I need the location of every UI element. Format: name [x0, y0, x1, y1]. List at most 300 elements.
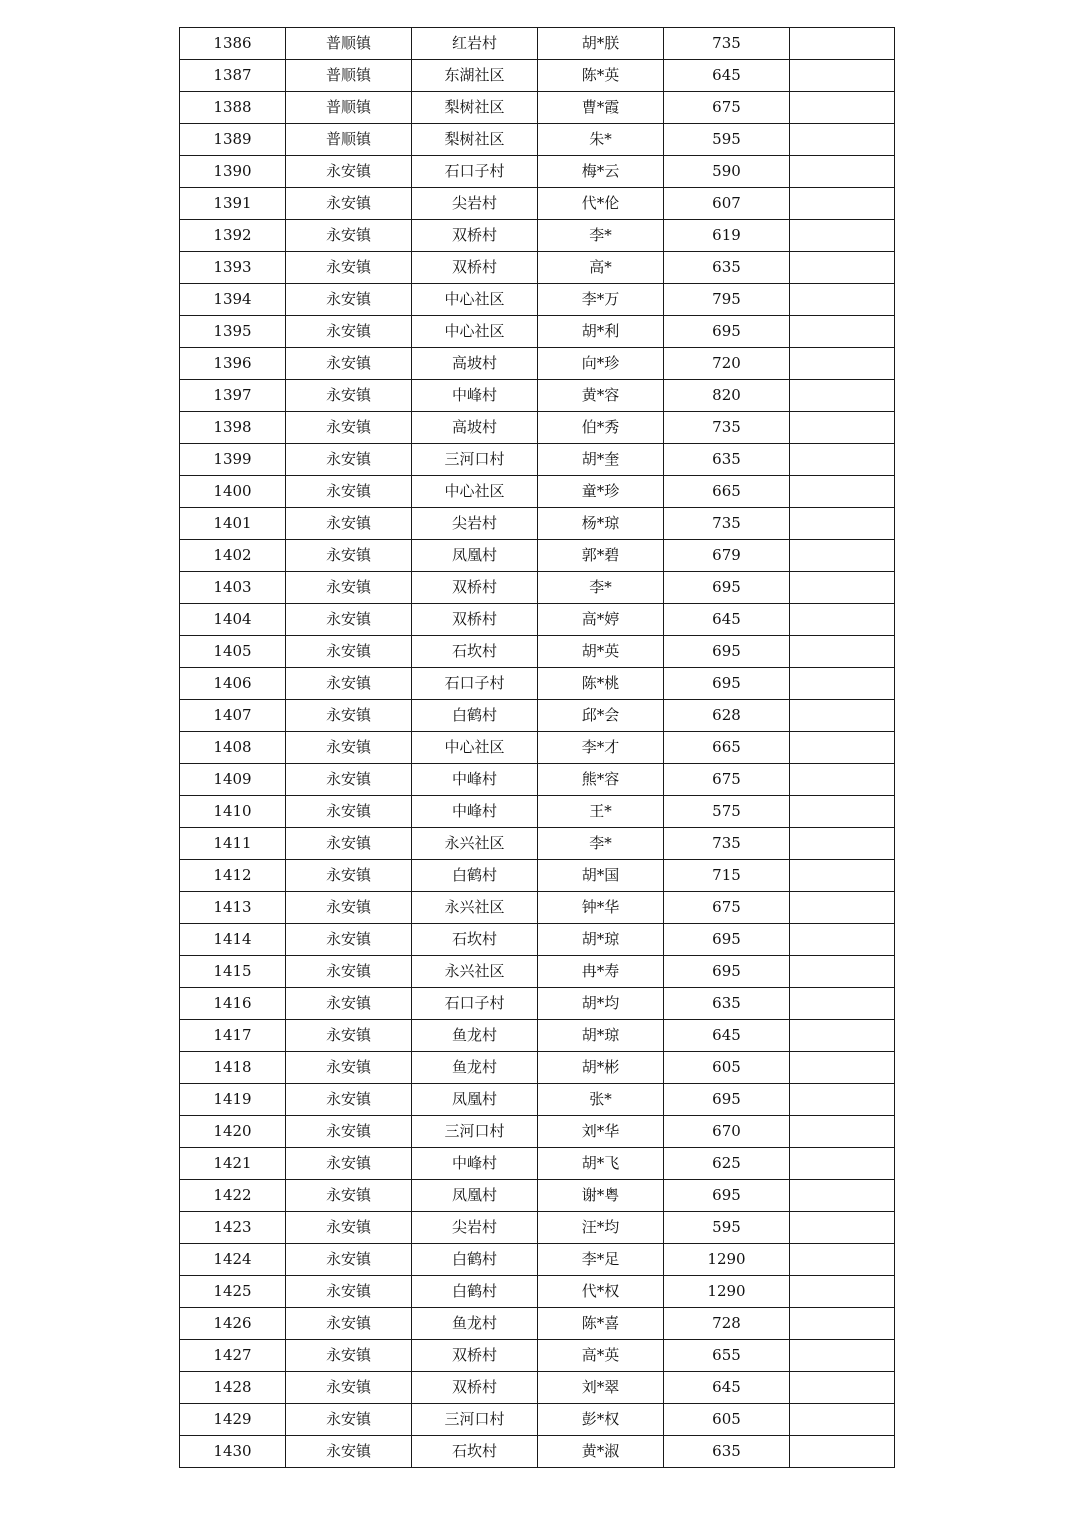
- remark-cell: [790, 636, 895, 668]
- village-cell: 石口子村: [412, 668, 538, 700]
- amount-cell: 635: [664, 988, 790, 1020]
- serial-number-cell: 1389: [180, 124, 286, 156]
- table-row: [180, 156, 895, 188]
- remark-cell: [790, 700, 895, 732]
- remark-cell: [790, 860, 895, 892]
- name-cell: 钟*华: [538, 892, 664, 924]
- remark-cell: [790, 1116, 895, 1148]
- name-cell: 胡*飞: [538, 1148, 664, 1180]
- name-cell: 邱*会: [538, 700, 664, 732]
- town-cell: 普顺镇: [286, 60, 412, 92]
- table-row: [180, 700, 895, 732]
- table-row: [180, 476, 895, 508]
- name-cell: 彭*权: [538, 1404, 664, 1436]
- village-cell: 梨树社区: [412, 124, 538, 156]
- table-row: [180, 828, 895, 860]
- amount-cell: 675: [664, 892, 790, 924]
- amount-cell: 575: [664, 796, 790, 828]
- serial-number-cell: 1427: [180, 1340, 286, 1372]
- town-cell: 永安镇: [286, 412, 412, 444]
- table-row: [180, 796, 895, 828]
- town-cell: 永安镇: [286, 604, 412, 636]
- remark-cell: [790, 668, 895, 700]
- remark-cell: [790, 1148, 895, 1180]
- serial-number-cell: 1414: [180, 924, 286, 956]
- town-cell: 永安镇: [286, 188, 412, 220]
- serial-number-cell: 1386: [180, 28, 286, 60]
- amount-cell: 645: [664, 604, 790, 636]
- amount-cell: 679: [664, 540, 790, 572]
- amount-cell: 728: [664, 1308, 790, 1340]
- serial-number-cell: 1406: [180, 668, 286, 700]
- remark-cell: [790, 988, 895, 1020]
- town-cell: 永安镇: [286, 1180, 412, 1212]
- village-cell: 凤凰村: [412, 540, 538, 572]
- amount-cell: 735: [664, 412, 790, 444]
- serial-number-cell: 1401: [180, 508, 286, 540]
- remark-cell: [790, 60, 895, 92]
- village-cell: 三河口村: [412, 444, 538, 476]
- serial-number-cell: 1429: [180, 1404, 286, 1436]
- name-cell: 胡*利: [538, 316, 664, 348]
- village-cell: 三河口村: [412, 1116, 538, 1148]
- name-cell: 高*婷: [538, 604, 664, 636]
- village-cell: 双桥村: [412, 220, 538, 252]
- name-cell: 高*英: [538, 1340, 664, 1372]
- serial-number-cell: 1408: [180, 732, 286, 764]
- town-cell: 永安镇: [286, 860, 412, 892]
- table-row: [180, 1180, 895, 1212]
- name-cell: 郭*碧: [538, 540, 664, 572]
- amount-cell: 635: [664, 1436, 790, 1468]
- table-row: [180, 316, 895, 348]
- serial-number-cell: 1399: [180, 444, 286, 476]
- village-cell: 鱼龙村: [412, 1052, 538, 1084]
- remark-cell: [790, 892, 895, 924]
- village-cell: 石坎村: [412, 1436, 538, 1468]
- town-cell: 永安镇: [286, 700, 412, 732]
- village-cell: 中峰村: [412, 380, 538, 412]
- table-row: [180, 284, 895, 316]
- table-row: [180, 924, 895, 956]
- amount-cell: 590: [664, 156, 790, 188]
- village-cell: 中心社区: [412, 732, 538, 764]
- remark-cell: [790, 28, 895, 60]
- town-cell: 永安镇: [286, 348, 412, 380]
- table-row: [180, 1436, 895, 1468]
- amount-cell: 595: [664, 124, 790, 156]
- town-cell: 永安镇: [286, 764, 412, 796]
- serial-number-cell: 1397: [180, 380, 286, 412]
- serial-number-cell: 1395: [180, 316, 286, 348]
- remark-cell: [790, 412, 895, 444]
- amount-cell: 720: [664, 348, 790, 380]
- serial-number-cell: 1388: [180, 92, 286, 124]
- name-cell: 胡*均: [538, 988, 664, 1020]
- amount-cell: 595: [664, 1212, 790, 1244]
- table-row: [180, 1020, 895, 1052]
- amount-cell: 795: [664, 284, 790, 316]
- table-row: [180, 124, 895, 156]
- remark-cell: [790, 1020, 895, 1052]
- remark-cell: [790, 1404, 895, 1436]
- amount-cell: 645: [664, 60, 790, 92]
- table-row: [180, 1340, 895, 1372]
- remark-cell: [790, 1244, 895, 1276]
- table-row: [180, 1404, 895, 1436]
- amount-cell: 1290: [664, 1276, 790, 1308]
- town-cell: 永安镇: [286, 636, 412, 668]
- amount-cell: 675: [664, 764, 790, 796]
- town-cell: 永安镇: [286, 1372, 412, 1404]
- remark-cell: [790, 188, 895, 220]
- table-row: [180, 28, 895, 60]
- amount-cell: 665: [664, 732, 790, 764]
- town-cell: 永安镇: [286, 1052, 412, 1084]
- remark-cell: [790, 1052, 895, 1084]
- table-row: [180, 604, 895, 636]
- amount-cell: 735: [664, 828, 790, 860]
- amount-cell: 1290: [664, 1244, 790, 1276]
- serial-number-cell: 1396: [180, 348, 286, 380]
- serial-number-cell: 1422: [180, 1180, 286, 1212]
- table-row: [180, 92, 895, 124]
- remark-cell: [790, 796, 895, 828]
- table-row: [180, 540, 895, 572]
- town-cell: 永安镇: [286, 988, 412, 1020]
- name-cell: 李*: [538, 828, 664, 860]
- serial-number-cell: 1412: [180, 860, 286, 892]
- table-row: [180, 732, 895, 764]
- town-cell: 永安镇: [286, 252, 412, 284]
- town-cell: 永安镇: [286, 284, 412, 316]
- serial-number-cell: 1400: [180, 476, 286, 508]
- name-cell: 冉*寿: [538, 956, 664, 988]
- serial-number-cell: 1421: [180, 1148, 286, 1180]
- serial-number-cell: 1426: [180, 1308, 286, 1340]
- village-cell: 白鹤村: [412, 1244, 538, 1276]
- village-cell: 鱼龙村: [412, 1020, 538, 1052]
- name-cell: 刘*华: [538, 1116, 664, 1148]
- town-cell: 永安镇: [286, 1020, 412, 1052]
- serial-number-cell: 1405: [180, 636, 286, 668]
- table-row: [180, 956, 895, 988]
- name-cell: 李*: [538, 572, 664, 604]
- name-cell: 黄*容: [538, 380, 664, 412]
- remark-cell: [790, 1084, 895, 1116]
- remark-cell: [790, 1308, 895, 1340]
- amount-cell: 695: [664, 1084, 790, 1116]
- table-row: [180, 60, 895, 92]
- town-cell: 永安镇: [286, 956, 412, 988]
- remark-cell: [790, 284, 895, 316]
- town-cell: 永安镇: [286, 924, 412, 956]
- village-cell: 双桥村: [412, 604, 538, 636]
- table-row: [180, 1116, 895, 1148]
- amount-cell: 635: [664, 444, 790, 476]
- town-cell: 普顺镇: [286, 28, 412, 60]
- remark-cell: [790, 92, 895, 124]
- remark-cell: [790, 828, 895, 860]
- village-cell: 中峰村: [412, 764, 538, 796]
- name-cell: 胡*琼: [538, 1020, 664, 1052]
- town-cell: 永安镇: [286, 1276, 412, 1308]
- name-cell: 汪*均: [538, 1212, 664, 1244]
- remark-cell: [790, 1372, 895, 1404]
- remark-cell: [790, 572, 895, 604]
- table-row: [180, 892, 895, 924]
- name-cell: 李*万: [538, 284, 664, 316]
- remark-cell: [790, 380, 895, 412]
- amount-cell: 695: [664, 924, 790, 956]
- serial-number-cell: 1410: [180, 796, 286, 828]
- village-cell: 中峰村: [412, 1148, 538, 1180]
- amount-cell: 655: [664, 1340, 790, 1372]
- town-cell: 永安镇: [286, 156, 412, 188]
- amount-cell: 607: [664, 188, 790, 220]
- amount-cell: 635: [664, 252, 790, 284]
- amount-cell: 675: [664, 92, 790, 124]
- remark-cell: [790, 476, 895, 508]
- town-cell: 永安镇: [286, 1116, 412, 1148]
- table-row: [180, 220, 895, 252]
- serial-number-cell: 1417: [180, 1020, 286, 1052]
- table-row: [180, 1372, 895, 1404]
- amount-cell: 695: [664, 956, 790, 988]
- remark-cell: [790, 604, 895, 636]
- name-cell: 陈*英: [538, 60, 664, 92]
- name-cell: 代*权: [538, 1276, 664, 1308]
- table-row: [180, 348, 895, 380]
- amount-cell: 695: [664, 1180, 790, 1212]
- amount-cell: 625: [664, 1148, 790, 1180]
- name-cell: 胡*彬: [538, 1052, 664, 1084]
- amount-cell: 670: [664, 1116, 790, 1148]
- town-cell: 永安镇: [286, 540, 412, 572]
- village-cell: 中心社区: [412, 316, 538, 348]
- amount-cell: 715: [664, 860, 790, 892]
- village-cell: 石坎村: [412, 636, 538, 668]
- village-cell: 中峰村: [412, 796, 538, 828]
- table-row: [180, 1276, 895, 1308]
- table-row: [180, 412, 895, 444]
- amount-cell: 665: [664, 476, 790, 508]
- amount-cell: 628: [664, 700, 790, 732]
- serial-number-cell: 1430: [180, 1436, 286, 1468]
- name-cell: 谢*粤: [538, 1180, 664, 1212]
- name-cell: 代*伦: [538, 188, 664, 220]
- roster-table-body: [180, 28, 895, 1468]
- town-cell: 永安镇: [286, 732, 412, 764]
- name-cell: 陈*桃: [538, 668, 664, 700]
- name-cell: 李*足: [538, 1244, 664, 1276]
- town-cell: 永安镇: [286, 796, 412, 828]
- town-cell: 永安镇: [286, 316, 412, 348]
- name-cell: 黄*淑: [538, 1436, 664, 1468]
- table-row: [180, 860, 895, 892]
- remark-cell: [790, 316, 895, 348]
- village-cell: 高坡村: [412, 348, 538, 380]
- village-cell: 凤凰村: [412, 1084, 538, 1116]
- name-cell: 胡*英: [538, 636, 664, 668]
- amount-cell: 735: [664, 28, 790, 60]
- village-cell: 梨树社区: [412, 92, 538, 124]
- serial-number-cell: 1391: [180, 188, 286, 220]
- amount-cell: 695: [664, 572, 790, 604]
- table-row: [180, 764, 895, 796]
- serial-number-cell: 1416: [180, 988, 286, 1020]
- town-cell: 永安镇: [286, 1212, 412, 1244]
- remark-cell: [790, 508, 895, 540]
- village-cell: 双桥村: [412, 572, 538, 604]
- town-cell: 永安镇: [286, 1148, 412, 1180]
- town-cell: 永安镇: [286, 1404, 412, 1436]
- town-cell: 永安镇: [286, 828, 412, 860]
- serial-number-cell: 1403: [180, 572, 286, 604]
- amount-cell: 735: [664, 508, 790, 540]
- amount-cell: 695: [664, 668, 790, 700]
- serial-number-cell: 1413: [180, 892, 286, 924]
- town-cell: 永安镇: [286, 476, 412, 508]
- table-row: [180, 668, 895, 700]
- name-cell: 童*珍: [538, 476, 664, 508]
- village-cell: 双桥村: [412, 1372, 538, 1404]
- town-cell: 普顺镇: [286, 124, 412, 156]
- village-cell: 凤凰村: [412, 1180, 538, 1212]
- serial-number-cell: 1402: [180, 540, 286, 572]
- serial-number-cell: 1423: [180, 1212, 286, 1244]
- village-cell: 白鹤村: [412, 1276, 538, 1308]
- serial-number-cell: 1387: [180, 60, 286, 92]
- village-cell: 永兴社区: [412, 892, 538, 924]
- town-cell: 永安镇: [286, 508, 412, 540]
- table-row: [180, 380, 895, 412]
- serial-number-cell: 1392: [180, 220, 286, 252]
- village-cell: 白鹤村: [412, 700, 538, 732]
- town-cell: 永安镇: [286, 1308, 412, 1340]
- town-cell: 永安镇: [286, 572, 412, 604]
- remark-cell: [790, 732, 895, 764]
- remark-cell: [790, 764, 895, 796]
- name-cell: 曹*霞: [538, 92, 664, 124]
- village-cell: 永兴社区: [412, 828, 538, 860]
- remark-cell: [790, 252, 895, 284]
- serial-number-cell: 1398: [180, 412, 286, 444]
- remark-cell: [790, 124, 895, 156]
- name-cell: 胡*国: [538, 860, 664, 892]
- table-row: [180, 444, 895, 476]
- roster-table: [179, 27, 895, 1468]
- serial-number-cell: 1394: [180, 284, 286, 316]
- remark-cell: [790, 220, 895, 252]
- serial-number-cell: 1390: [180, 156, 286, 188]
- remark-cell: [790, 1436, 895, 1468]
- remark-cell: [790, 156, 895, 188]
- name-cell: 梅*云: [538, 156, 664, 188]
- table-row: [180, 1052, 895, 1084]
- name-cell: 伯*秀: [538, 412, 664, 444]
- village-cell: 尖岩村: [412, 188, 538, 220]
- village-cell: 鱼龙村: [412, 1308, 538, 1340]
- remark-cell: [790, 348, 895, 380]
- name-cell: 向*珍: [538, 348, 664, 380]
- amount-cell: 645: [664, 1020, 790, 1052]
- village-cell: 高坡村: [412, 412, 538, 444]
- serial-number-cell: 1419: [180, 1084, 286, 1116]
- name-cell: 胡*琼: [538, 924, 664, 956]
- serial-number-cell: 1411: [180, 828, 286, 860]
- town-cell: 永安镇: [286, 1084, 412, 1116]
- village-cell: 东湖社区: [412, 60, 538, 92]
- village-cell: 三河口村: [412, 1404, 538, 1436]
- serial-number-cell: 1393: [180, 252, 286, 284]
- town-cell: 永安镇: [286, 668, 412, 700]
- remark-cell: [790, 1276, 895, 1308]
- serial-number-cell: 1424: [180, 1244, 286, 1276]
- name-cell: 朱*: [538, 124, 664, 156]
- village-cell: 尖岩村: [412, 508, 538, 540]
- table-row: [180, 1244, 895, 1276]
- table-row: [180, 1308, 895, 1340]
- remark-cell: [790, 1212, 895, 1244]
- table-row: [180, 1148, 895, 1180]
- name-cell: 胡*朕: [538, 28, 664, 60]
- table-row: [180, 1084, 895, 1116]
- village-cell: 石口子村: [412, 988, 538, 1020]
- town-cell: 永安镇: [286, 1340, 412, 1372]
- town-cell: 永安镇: [286, 380, 412, 412]
- table-row: [180, 572, 895, 604]
- amount-cell: 645: [664, 1372, 790, 1404]
- name-cell: 杨*琼: [538, 508, 664, 540]
- serial-number-cell: 1409: [180, 764, 286, 796]
- town-cell: 永安镇: [286, 444, 412, 476]
- name-cell: 熊*容: [538, 764, 664, 796]
- village-cell: 白鹤村: [412, 860, 538, 892]
- serial-number-cell: 1425: [180, 1276, 286, 1308]
- amount-cell: 820: [664, 380, 790, 412]
- town-cell: 永安镇: [286, 220, 412, 252]
- serial-number-cell: 1418: [180, 1052, 286, 1084]
- town-cell: 永安镇: [286, 892, 412, 924]
- amount-cell: 695: [664, 316, 790, 348]
- serial-number-cell: 1420: [180, 1116, 286, 1148]
- amount-cell: 619: [664, 220, 790, 252]
- name-cell: 李*才: [538, 732, 664, 764]
- serial-number-cell: 1428: [180, 1372, 286, 1404]
- table-row: [180, 636, 895, 668]
- table-row: [180, 1212, 895, 1244]
- name-cell: 王*: [538, 796, 664, 828]
- remark-cell: [790, 1340, 895, 1372]
- town-cell: 普顺镇: [286, 92, 412, 124]
- remark-cell: [790, 1180, 895, 1212]
- name-cell: 刘*翠: [538, 1372, 664, 1404]
- serial-number-cell: 1415: [180, 956, 286, 988]
- name-cell: 高*: [538, 252, 664, 284]
- village-cell: 中心社区: [412, 476, 538, 508]
- village-cell: 永兴社区: [412, 956, 538, 988]
- amount-cell: 605: [664, 1052, 790, 1084]
- table-row: [180, 188, 895, 220]
- village-cell: 双桥村: [412, 1340, 538, 1372]
- remark-cell: [790, 540, 895, 572]
- serial-number-cell: 1407: [180, 700, 286, 732]
- table-row: [180, 508, 895, 540]
- table-row: [180, 988, 895, 1020]
- town-cell: 永安镇: [286, 1244, 412, 1276]
- name-cell: 李*: [538, 220, 664, 252]
